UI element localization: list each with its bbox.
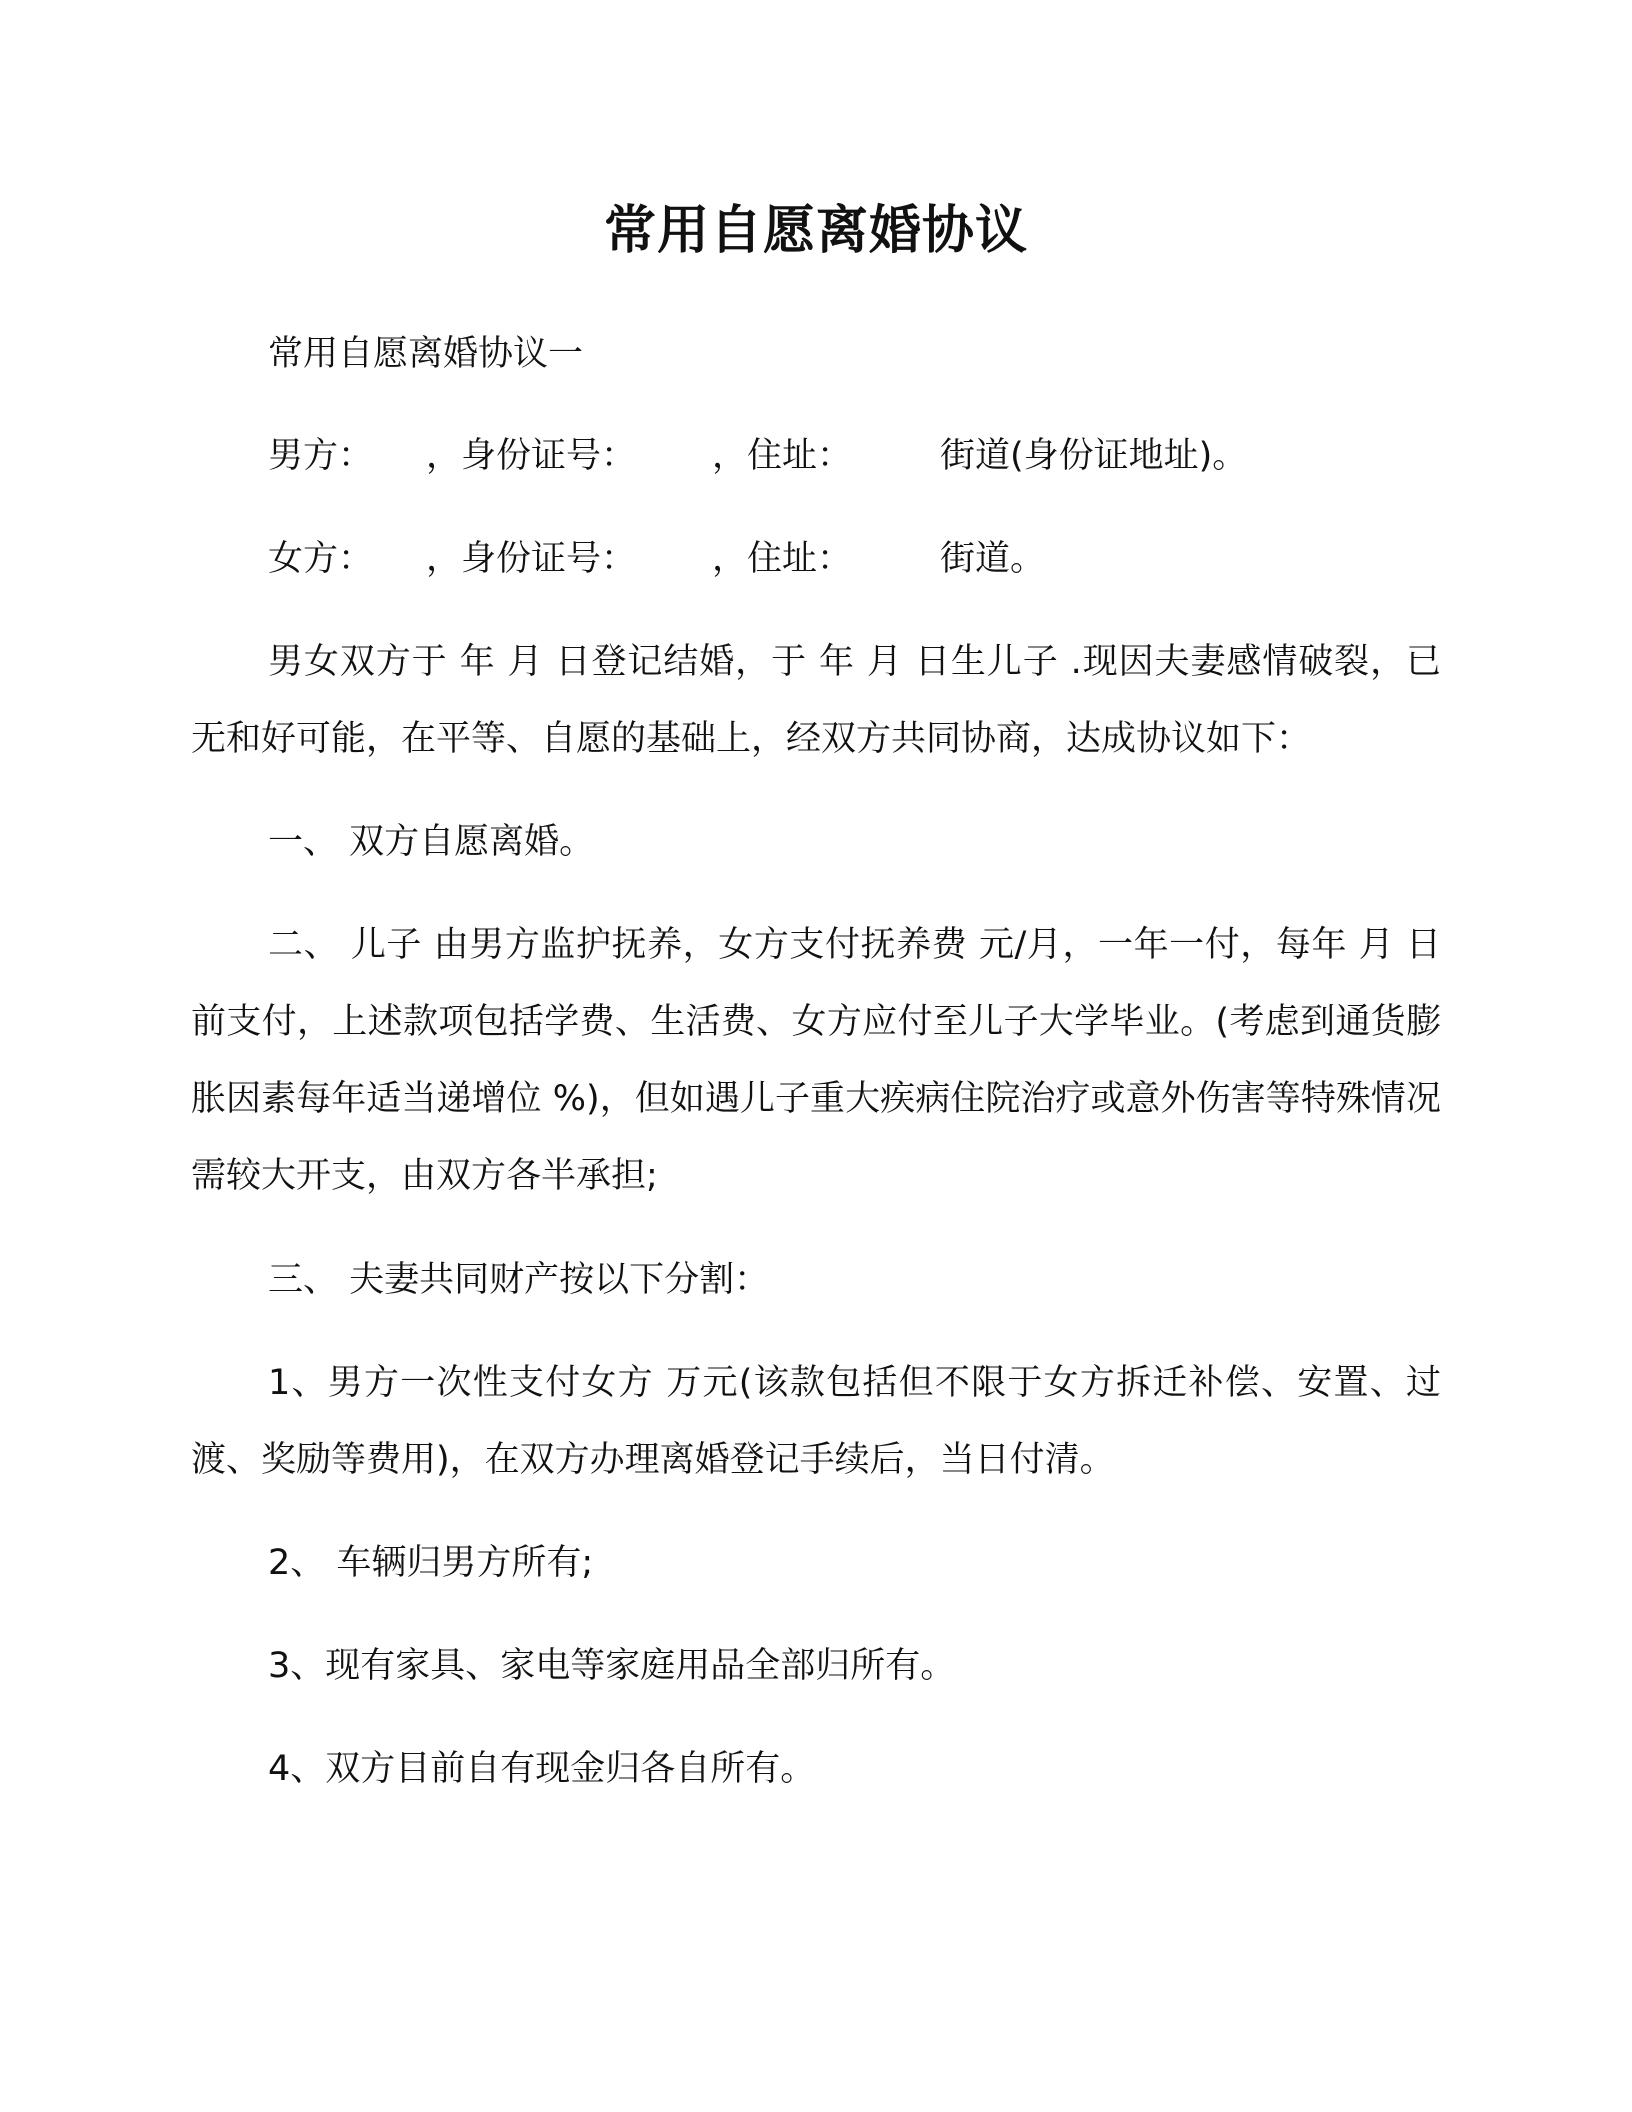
document-subtitle: 常用自愿离婚协议一 (268, 334, 584, 374)
female-label: 女方： (268, 539, 374, 579)
male-id-label: ，身份证号： (426, 436, 637, 476)
intro-paragraph: 男女双方于 年 月 日登记结婚，于 年 月 日生儿子 .现因夫妻感情破裂，已无和好可能，在平等、自愿的基础上，经双方共同协商，达成协议如下： (191, 642, 1441, 759)
clause-three: 三、 夫妻共同财产按以下分割： (268, 1260, 770, 1300)
female-address-label: ，住址： (712, 539, 853, 579)
property-item-4: 4、双方目前自有现金归各自所有。 (268, 1749, 816, 1789)
female-id-label: ，身份证号： (426, 539, 637, 579)
clause-one: 一、 双方自愿离婚。 (268, 822, 595, 862)
female-party-line (268, 521, 1368, 598)
female-address-value: 街道。 (940, 539, 1046, 579)
property-item-3: 3、现有家具、家电等家庭用品全部归所有。 (268, 1646, 956, 1686)
clause-two: 二、 儿子 由男方监护抚养，女方支付抚养费 元/月，一年一付，每年 月 日前支付，上述款项包括学费、生活费、女方应付至儿子大学毕业。(考虑到通货膨胀因素每年适当递增位 %)，但如遇儿子重大疾病住院治疗或意外伤害等特殊情况需较大开支，由双方各半承担; (191, 925, 1441, 1196)
male-address-value: 街道(身份证地址)。 (940, 436, 1248, 476)
document-title: 常用自愿离婚协议 (603, 201, 1028, 261)
property-item-2: 2、 车辆归男方所有; (268, 1543, 594, 1583)
property-item-1: 1、男方一次性支付女方 万元(该款包括但不限于女方拆迁补偿、安置、过渡、奖励等费用)，在双方办理离婚登记手续后，当日付清。 (191, 1363, 1441, 1480)
male-label: 男方： (268, 436, 374, 476)
male-party-line (268, 418, 1368, 495)
male-address-label: ，住址： (712, 436, 853, 476)
